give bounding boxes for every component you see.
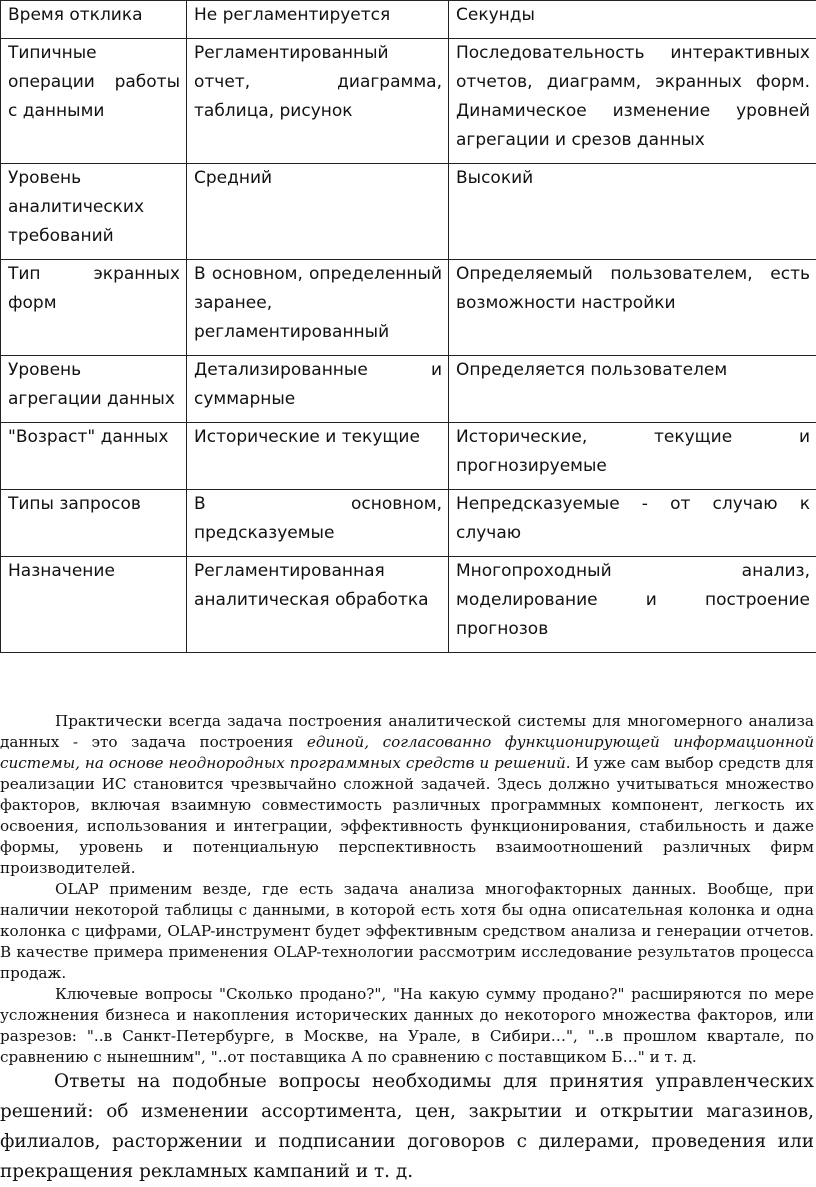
table-cell: Последовательность интерактивных отчетов, диаграмм, экранных форм. Динамическое изменение уровней агрегации и срезов данных (449, 39, 816, 164)
paragraph-olap-system (0, 711, 814, 879)
paragraph-key-questions (0, 984, 814, 1068)
table-row (1, 164, 816, 260)
table-cell: Уровень аналитических требований (1, 164, 187, 260)
table-row (1, 39, 816, 164)
table-cell: Непредсказуемые - от случаю к случаю (449, 490, 816, 557)
table-cell: Секунды (449, 1, 816, 39)
table-cell: Типы запросов (1, 490, 187, 557)
table-cell: Средний (187, 164, 449, 260)
paragraph-lead: Практически всегда задача построения аналитической системы для многомерного анализа данных - это задача построения (0, 712, 814, 751)
table-cell: Многопроходный анализ, моделирование и построение прогнозов (449, 557, 816, 653)
table-row (1, 260, 816, 356)
paragraph-tail: . И уже сам выбор средств для реализации ИС становится чрезвычайно сложной задачей. Здесь должно учитываться множество факторов, включая взаимную совместимость различных программных компонент, легкость их освоения, использования и интеграции, эффективность функционирования, стабильность и даже формы, уровень и потенциальную перспективность взаимоотношений различных фирм производителей. (0, 754, 814, 877)
table-cell: Тип экранных форм (1, 260, 187, 356)
table-row (1, 423, 816, 490)
table-row (1, 1, 816, 39)
table-cell: Регламентированный отчет, диаграмма, таблица, рисунок (187, 39, 449, 164)
paragraph-text: OLAP применим везде, где есть задача анализа многофакторных данных. Вообще, при наличии некоторой таблицы с данными, в которой есть хотя бы одна описательная колонка и одна колонка с цифрами, OLAP-инструмент будет эффективным средством анализа и генерации отчетов. В качестве примера применения OLAP-технологии рассмотрим исследование результатов процесса продаж. (0, 879, 814, 984)
paragraph-management-decisions: Ответы на подобные вопросы необходимы для принятия управленческих решений: об изменении ассортимента, цен, закрытии и открытии магазинов, филиалов, расторжении и подписании договоров с дилерами, проведения или прекращения рекламных кампаний и т. д. (0, 1067, 814, 1187)
table-row (1, 490, 816, 557)
table-cell: Определяемый пользователем, есть возможности настройки (449, 260, 816, 356)
table-cell: В основном, предсказуемые (187, 490, 449, 557)
table-cell: В основном, определенный заранее, регламентированный (187, 260, 449, 356)
table-cell: Детализированные и суммарные (187, 356, 449, 423)
table-row (1, 356, 816, 423)
table-row (1, 557, 816, 653)
table-cell: Не регламентируется (187, 1, 449, 39)
table-cell: Уровень агрегации данных (1, 356, 187, 423)
paragraph-emphasis: единой, согласованно функционирующей информационной системы, на основе неоднородных программных средств и решений (0, 733, 814, 772)
paragraph-text: Ключевые вопросы "Сколько продано?", "На какую сумму продано?" расширяются по мере усложнения бизнеса и накопления исторических данных до некоторого множества факторов, или разрезов: "..в Санкт-Петербурге, в Москве, на Урале, в Сибири…", "..в прошлом квартале, по сравнению с нынешним", "..от поставщика А по сравнению с поставщиком Б…" и т. д. (0, 984, 814, 1068)
table-cell: Исторические, текущие и прогнозируемые (449, 423, 816, 490)
table-cell: Время отклика (1, 1, 187, 39)
table-cell: Определяется пользователем (449, 356, 816, 423)
table-cell: Типичные операции работы с данными (1, 39, 187, 164)
table-cell: Назначение (1, 557, 187, 653)
table-cell: Исторические и текущие (187, 423, 449, 490)
table-cell: Высокий (449, 164, 816, 260)
table-cell: "Возраст" данных (1, 423, 187, 490)
table-cell: Регламентированная аналитическая обработка (187, 557, 449, 653)
paragraph-olap-usage (0, 879, 814, 984)
